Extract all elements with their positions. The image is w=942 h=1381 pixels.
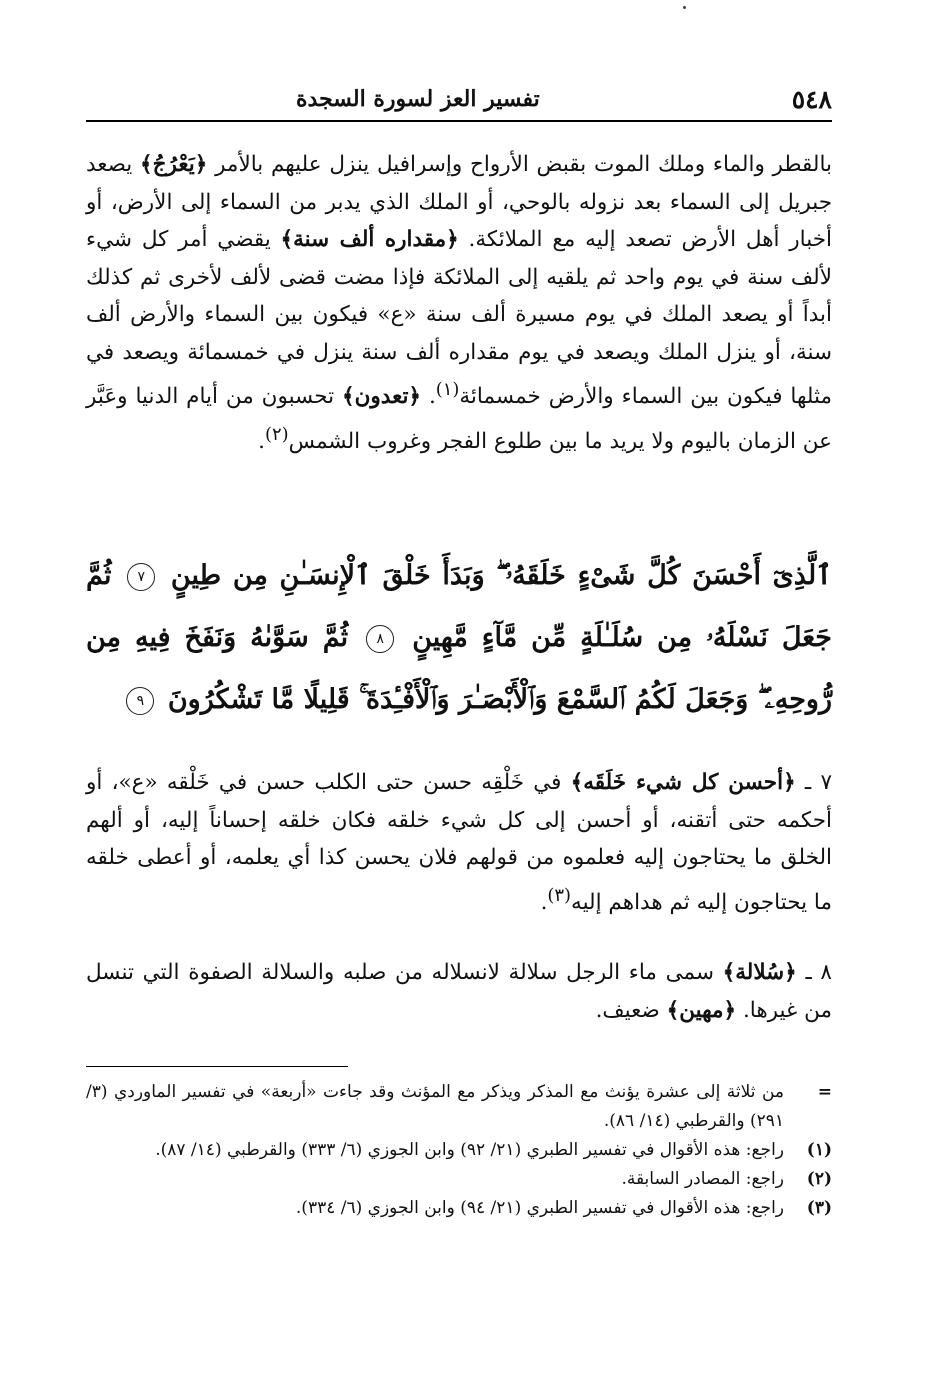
keyword-taudduna: ﴿تعدون﴾ [342,384,422,410]
p1-text-2: يقضي أمر كل شيء لألف سنة في يوم واحد ثم يلقيه إلى الملائكة فإذا مضت قضى لألف لأخرى ثم كذلك أبداً أو يصعد الملك في يوم مسيرة ألف سنة «ع» فيكون بين السماء والأرض ألف سنة، أو ينزل الملك ويصعد في يوم مقداره ألف سنة ينزل في خمسمائة ويصعد في مثلها فيكون بين السماء والأرض خمسمائة [86,227,833,410]
footnote-2 [86,1165,832,1194]
footnote-3 [86,1194,832,1223]
quran-verses-7-9 [86,545,832,731]
footnote-continued [86,1078,832,1136]
footnote-mark: (٣) [806,1198,832,1218]
verse-9-text: ثُمَّ سَوَّىٰهُ وَنَفَخَ فِيهِ مِن رُّوحِهِۦ ۖ وَجَعَلَ لَكُمُ ٱلسَّمْعَ وَٱلْأَبْصَـٰرَ وَٱلْأَفْـِٔدَةَ ۚ قَلِيلًا مَّا تَشْكُرُونَ [86,622,832,715]
verse-number-9: ٩ [126,687,154,715]
footnotes [86,1078,832,1223]
footnote-ref-3[interactable]: (٣) [547,884,572,906]
verse-8-text: ثُمَّ جَعَلَ نَسْلَهُۥ مِن سُلَـٰلَةٍ مِّن مَّآءٍ مَّهِينٍ [86,560,832,653]
footnote-1 [86,1136,832,1165]
footnote-text: راجع: هذه الأقوال في تفسير الطبري (٢١/ ٩٢) وابن الجوزي (٦/ ٣٣٣) والقرطبي (١٤/ ٨٧). [155,1140,784,1160]
footnote-ref-2[interactable]: (٢) [264,423,289,445]
footnote-mark: (٢) [806,1169,832,1189]
p3-number: ٨ ـ [805,960,832,985]
page-number: ٥٤٨ [791,85,832,114]
keyword-miqdaruhu: ﴿مقداره ألف سنة﴾ [280,227,459,252]
verse-7-text: ٱلَّذِىٓ أَحْسَنَ كُلَّ شَىْءٍ خَلَقَهُۥ ۖ وَبَدَأَ خَلْقَ ٱلْإِنسَـٰنِ مِن طِينٍ [170,560,833,591]
footnote-text: راجع: هذه الأقوال في تفسير الطبري (٢١/ ٩٤) وابن الجوزي (٦/ ٣٣٤). [295,1198,784,1218]
book-page [86,0,832,1381]
keyword-yaruju: ﴿يَعْرُجُ﴾ [140,152,208,177]
keyword-ahsana: ﴿أحسن كل شيء خَلَقَه﴾ [570,770,796,795]
paragraph-commentary-7 [86,764,832,921]
p3-text-1: سمى ماء الرجل سلالة لانسلاله من صلبه والسلالة الصفوة التي تنسل من غيرها. [86,960,832,1023]
footnote-text: من ثلاثة إلى عشرة يؤنث مع المذكر ويذكر مع المؤنث وقد جاءت «أربعة» في تفسير الماوردي (٣/ ٢٩١) والقرطبي (١٤/ ٨٦). [86,1082,784,1131]
keyword-sulala: ﴿سُلالة﴾ [722,960,797,985]
p2-number: ٧ ـ [804,770,832,795]
p3-text-2: ضعيف. [595,997,660,1023]
keyword-mahin: ﴿مهين﴾ [666,997,737,1023]
footnote-mark: = [817,1082,832,1102]
verse-number-7: ٧ [127,563,155,591]
paragraph-commentary-8 [86,954,832,1029]
p2-end: . [540,889,548,915]
p1-text-1: يصعد جبريل إلى السماء بعد نزوله بالوحي، أو الملك الذي يدبر من السماء إلى الأرض، أو أخبار أهل الأرض تصعد إليه مع الملائكة. [86,152,832,252]
footnote-text: راجع: المصادر السابقة. [621,1169,784,1189]
page-header [86,80,832,122]
footnote-ref-1[interactable]: (١) [435,379,460,400]
paragraph-commentary-1 [86,146,832,460]
p1-lead: بالقطر والماء وملك الموت بقبض الأرواح وإسرافيل ينزل عليهم بالأمر [215,152,833,177]
footnote-divider [86,1066,348,1067]
p1-dot: . [428,384,436,410]
p2-text: في خَلْقِه حسن حتى الكلب حسن في خَلْقه «ع»، أو أحكمه حتى أتقنه، أو أحسن إلى كل شيء خلقه فكان خلقه إحساناً إليه، أو ألهم الخلق ما يحتاجون إليه فعلموه من قولهم فلان يحسن كذا أي يعلمه، أو أعطى خلقه ما يحتاجون إليه ثم هداهم إليه [86,770,832,915]
p1-end: . [258,428,265,454]
p1-text-3: تحسبون من أيام الدنيا وعَبَّر عن الزمان باليوم ولا يريد ما بين طلوع الفجر وغروب الشمس [86,384,832,454]
footnote-mark: (١) [806,1140,832,1160]
running-title: تفسير العز لسورة السجدة [296,86,540,112]
verse-number-8: ٨ [366,625,394,653]
